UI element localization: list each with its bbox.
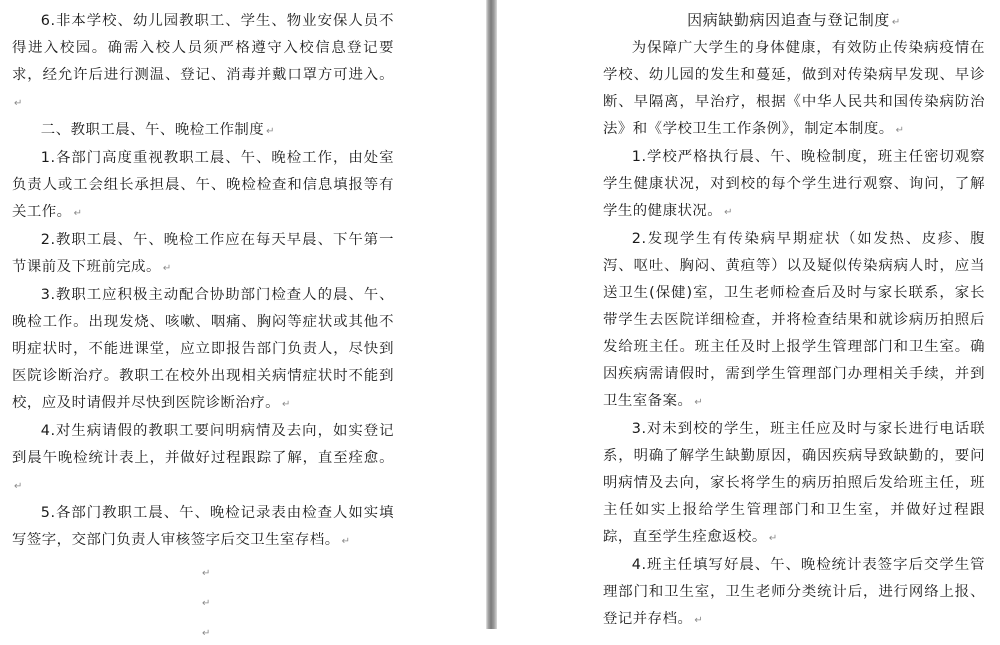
paragraph-mark-icon: ↵ bbox=[202, 598, 211, 609]
paragraph-mark-icon: ↵ bbox=[282, 399, 291, 410]
paragraph-mark-icon: ↵ bbox=[341, 536, 351, 547]
paragraph: 3.教职工应积极主动配合协助部门检查人的晨、午、晚检工作。出现发烧、咳嗽、咽痛、胸闷等症状或其他不明症状时，不能进课堂，应立即报告部门负责人，尽快到医院诊断治疗。教职工在校外出现相关病情症状时不能到校，应及时请假并尽快到医院诊断治疗。 ↵ bbox=[12, 287, 394, 411]
paragraph-mark-icon: ↵ bbox=[162, 263, 172, 274]
paragraph-mark-icon: ↵ bbox=[768, 533, 778, 544]
document-page-left bbox=[0, 0, 486, 639]
paragraph: 3.对未到校的学生，班主任应及时与家长进行电话联系，明确了解学生缺勤原因，确因疾病导致缺勤的，要问明病情及去向，家长将学生的病历拍照后发给班主任，班主任如实上报给学生管理部门和卫生室，并做好过程跟踪，直至学生痊愈返校。 ↵ bbox=[603, 421, 985, 545]
empty-paragraph bbox=[12, 615, 394, 645]
paragraph-mark-icon: ↵ bbox=[724, 207, 734, 218]
section-heading: 二、教职工晨、午、晚检工作制度 ↵ bbox=[40, 122, 276, 138]
paragraph: 5.各部门教职工晨、午、晚检记录表由检查人如实填写签字，交部门负责人审核签字后交卫生室存档。 ↵ bbox=[12, 505, 394, 548]
paragraph: 2.教职工晨、午、晚检工作应在每天早晨、下午第一节课前及下班前完成。 ↵ bbox=[12, 232, 394, 275]
document-title: 因病缺勤病因追查与登记制度 ↵ bbox=[687, 11, 901, 29]
paragraph-mark-icon: ↵ bbox=[73, 208, 83, 219]
paragraph-mark-icon: ↵ bbox=[14, 98, 23, 109]
paragraph-mark-icon: ↵ bbox=[694, 615, 704, 626]
paragraph-mark-icon: ↵ bbox=[694, 397, 704, 408]
paragraph-mark-icon: ↵ bbox=[14, 481, 23, 492]
paragraph: 1.学校严格执行晨、午、晚检制度，班主任密切观察学生健康状况，对到校的每个学生进行观察、询问，了解学生的健康状况。 ↵ bbox=[603, 149, 985, 219]
document-page-right bbox=[497, 0, 1000, 629]
paragraph: 2.发现学生有传染病早期症状（如发热、皮疹、腹泻、呕吐、胸闷、黄疸等）以及疑似传染病病人时，应当送卫生(保健)室，卫生老师检查后及时与家长联系，家长带学生去医院详细检查，并将检查结果和就诊病历拍照后发给班主任。班主任及时上报学生管理部门和卫生室。确因疾病需请假时，需到学生管理部门办理相关手续，并到卫生室备案。 ↵ bbox=[603, 231, 985, 409]
page-left-body[interactable] bbox=[12, 8, 394, 645]
paragraph-mark-icon: ↵ bbox=[891, 17, 901, 28]
paragraph-mark-icon: ↵ bbox=[895, 125, 905, 136]
paragraph: 4.对生病请假的教职工要问明病情及去向，如实登记到晨午晚检统计表上，并做好过程跟踪了解，直至痊愈。↵ bbox=[12, 423, 394, 492]
paragraph: 4.班主任填写好晨、午、晚检统计表签字后交学生管理部门和卫生室，卫生老师分类统计后，进行网络上报、登记并存档。 ↵ bbox=[603, 557, 985, 627]
paragraph: 为保障广大学生的身体健康，有效防止传染病疫情在学校、幼儿园的发生和蔓延，做到对传染病早发现、早诊断、早隔离，早治疗，根据《中华人民共和国传染病防治法》和《学校卫生工作条例》，制定本制度。 ↵ bbox=[603, 40, 985, 137]
page-separator bbox=[486, 0, 497, 629]
empty-paragraph bbox=[12, 585, 394, 615]
paragraph: 6.非本学校、幼儿园教职工、学生、物业安保人员不得进入校园。确需入校人员须严格遵守入校信息登记要求，经允许后进行测温、登记、消毒并戴口罩方可进入。↵ bbox=[12, 13, 394, 109]
page-right-body[interactable] bbox=[603, 8, 985, 634]
paragraph: 1.各部门高度重视教职工晨、午、晚检工作，由处室负责人或工会组长承担晨、午、晚检检查和信息填报等有关工作。 ↵ bbox=[12, 150, 394, 220]
paragraph-mark-icon: ↵ bbox=[202, 568, 211, 579]
paragraph-mark-icon: ↵ bbox=[202, 628, 211, 639]
paragraph-mark-icon: ↵ bbox=[266, 126, 276, 137]
empty-paragraph bbox=[12, 555, 394, 585]
